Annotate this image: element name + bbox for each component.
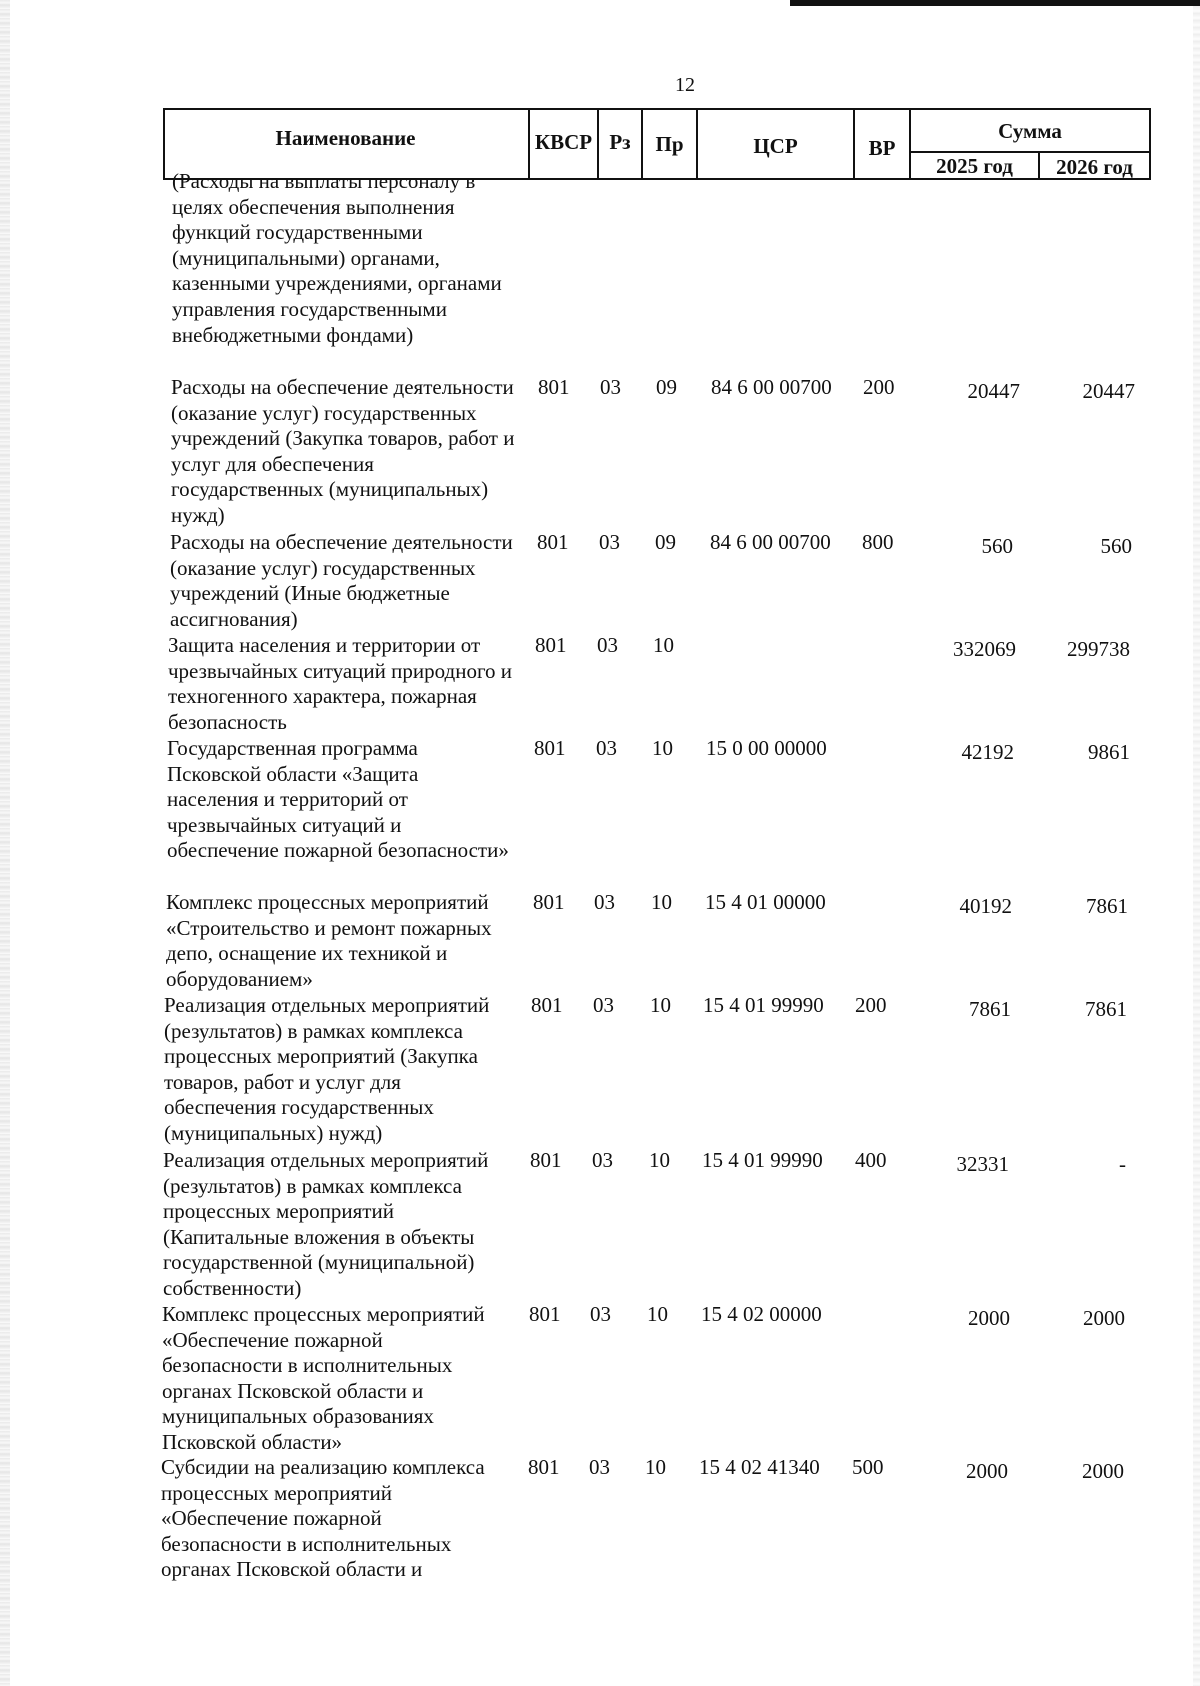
- header-name: Наименование: [275, 126, 416, 150]
- row-sum-2026: 2000: [1083, 1306, 1125, 1330]
- row-csr: 15 0 00 00000: [706, 736, 827, 760]
- header-kvsr: КВСР: [534, 130, 593, 154]
- row-rz: 03: [589, 1455, 610, 1479]
- header-csr: ЦСР: [753, 134, 798, 158]
- row-csr: 84 6 00 00700: [710, 530, 831, 554]
- row-sum-2025: 7861: [969, 997, 1011, 1021]
- header-year-2026: 2026 год: [1056, 155, 1133, 179]
- row-sum-2026: 299738: [1067, 637, 1130, 661]
- row-pr: 10: [653, 633, 674, 657]
- row-vr: 200: [855, 993, 887, 1017]
- row-sum-2025: 2000: [966, 1459, 1008, 1483]
- row-rz: 03: [592, 1148, 613, 1172]
- row-name: (Расходы на выплаты персоналу в целях обеспечения выполнения функций государственными (муниципальными) органами, казенными учреждениями, органами управления государственными внебюджетными фондами): [172, 169, 502, 347]
- row-sum-2025: 332069: [953, 637, 1016, 661]
- row-sum-2026: 2000: [1082, 1459, 1124, 1483]
- row-rz: 03: [596, 736, 617, 760]
- row-sum-2025: 560: [981, 534, 1013, 558]
- row-kvsr: 801: [528, 1455, 560, 1479]
- row-vr: 200: [863, 375, 895, 399]
- row-sum-2025: 2000: [968, 1306, 1010, 1330]
- row-sum-2025: 40192: [959, 894, 1012, 918]
- row-pr: 10: [650, 993, 671, 1017]
- row-kvsr: 801: [531, 993, 563, 1017]
- row-name: Реализация отдельных мероприятий (результатов) в рамках комплекса процессных мероприятий (Капитальные вложения в объекты государственной (муниципальной) собственности): [163, 1148, 489, 1300]
- row-kvsr: 801: [534, 736, 566, 760]
- row-name: Расходы на обеспечение деятельности (оказание услуг) государственных учреждений (Иные бюджетные ассигнования): [170, 530, 513, 631]
- row-rz: 03: [593, 993, 614, 1017]
- row-rz: 03: [594, 890, 615, 914]
- row-csr: 15 4 01 99990: [702, 1148, 823, 1172]
- row-kvsr: 801: [537, 530, 569, 554]
- row-kvsr: 801: [538, 375, 570, 399]
- row-pr: 10: [649, 1148, 670, 1172]
- header-right-border: [1149, 108, 1151, 180]
- row-sum-2026: 560: [1100, 534, 1132, 558]
- row-pr: 10: [645, 1455, 666, 1479]
- page-number: 12: [675, 74, 695, 96]
- header-top-border: [163, 108, 1151, 110]
- row-kvsr: 801: [533, 890, 565, 914]
- row-csr: 15 4 02 00000: [701, 1302, 822, 1326]
- scan-edge-left: [0, 0, 10, 1686]
- row-name: Субсидии на реализацию комплекса процессных мероприятий «Обеспечение пожарной безопасности в исполнительных органах Псковской области и: [161, 1455, 485, 1582]
- row-vr: 400: [855, 1148, 887, 1172]
- row-sum-2025: 42192: [961, 740, 1014, 764]
- row-sum-2026: 20447: [1082, 379, 1135, 403]
- header-vr: ВР: [868, 136, 896, 160]
- row-vr: 500: [852, 1455, 884, 1479]
- summa-divider: [909, 151, 1151, 153]
- row-kvsr: 801: [530, 1148, 562, 1172]
- row-rz: 03: [590, 1302, 611, 1326]
- scan-edge-right: [1193, 0, 1200, 1686]
- row-rz: 03: [600, 375, 621, 399]
- row-csr: 15 4 01 00000: [705, 890, 826, 914]
- row-sum-2026: 7861: [1086, 894, 1128, 918]
- row-sum-2025: 32331: [956, 1152, 1009, 1176]
- header-year-2025: 2025 год: [936, 154, 1013, 178]
- row-pr: 10: [652, 736, 673, 760]
- row-kvsr: 801: [535, 633, 567, 657]
- header-rz: Рз: [609, 130, 631, 154]
- row-pr: 09: [656, 375, 677, 399]
- row-rz: 03: [599, 530, 620, 554]
- scan-top-bar: [790, 0, 1200, 6]
- row-sum-2026: 9861: [1088, 740, 1130, 764]
- row-rz: 03: [597, 633, 618, 657]
- row-name: Комплекс процессных мероприятий «Строительство и ремонт пожарных депо, оснащение их техникой и оборудованием»: [166, 890, 492, 991]
- row-kvsr: 801: [529, 1302, 561, 1326]
- row-sum-2026: 7861: [1085, 997, 1127, 1021]
- row-vr: 800: [862, 530, 894, 554]
- row-csr: 15 4 01 99990: [703, 993, 824, 1017]
- row-name: Реализация отдельных мероприятий (результатов) в рамках комплекса процессных мероприятий (Закупка товаров, работ и услуг для обеспечения государственных (муниципальных) нужд): [164, 993, 490, 1145]
- row-pr: 10: [647, 1302, 668, 1326]
- row-name: Государственная программа Псковской области «Защита населения и территорий от чрезвычайных ситуаций и обеспечение пожарной безопасности»: [167, 736, 509, 863]
- row-name: Комплекс процессных мероприятий «Обеспечение пожарной безопасности в исполнительных органах Псковской области и муниципальных образованиях Псковской области»: [162, 1302, 485, 1454]
- row-csr: 84 6 00 00700: [711, 375, 832, 399]
- row-sum-2026: -: [1119, 1152, 1126, 1176]
- row-pr: 10: [651, 890, 672, 914]
- header-pr: Пр: [655, 132, 684, 156]
- row-pr: 09: [655, 530, 676, 554]
- row-name: Защита населения и территории от чрезвычайных ситуаций природного и техногенного характера, пожарная безопасность: [168, 633, 513, 734]
- header-summa: Сумма: [998, 119, 1062, 143]
- row-sum-2025: 20447: [967, 379, 1020, 403]
- row-name: Расходы на обеспечение деятельности (оказание услуг) государственных учреждений (Закупка товаров, работ и услуг для обеспечения государственных (муниципальных) нужд): [171, 375, 515, 527]
- row-csr: 15 4 02 41340: [699, 1455, 820, 1479]
